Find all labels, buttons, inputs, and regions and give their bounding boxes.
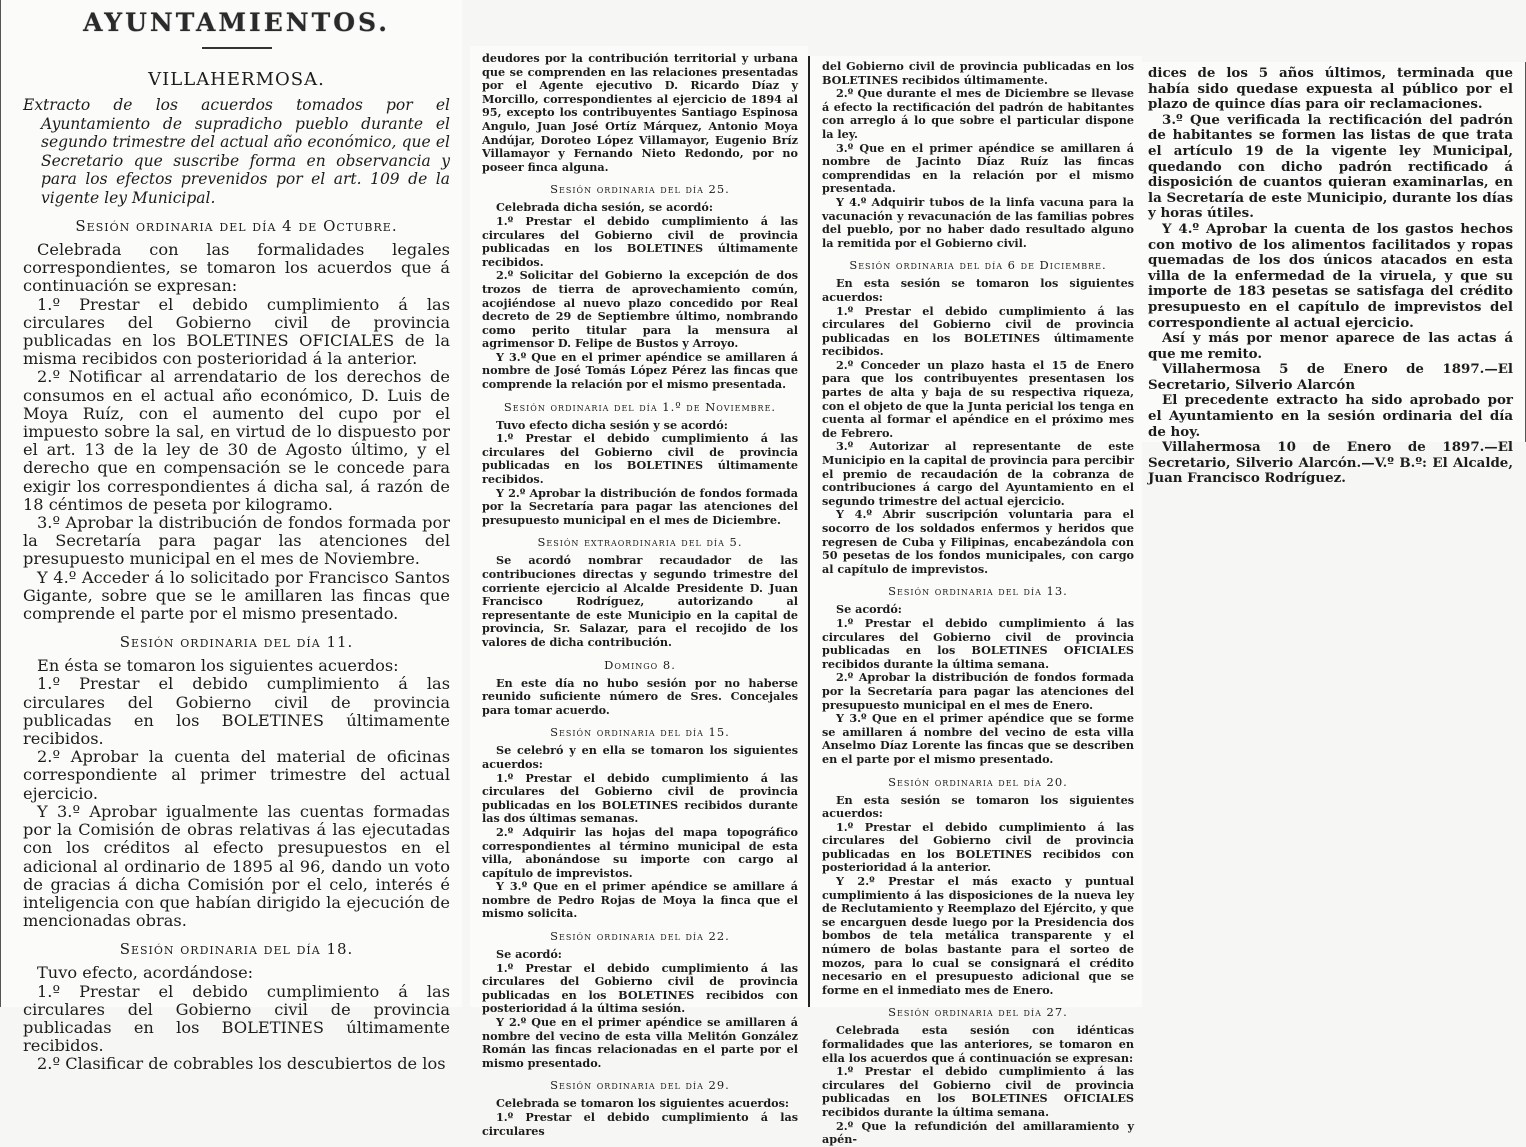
- agreement-paragraph: En este día no hubo sesión por no haberse reunido suficiente número de Sres. Concejales para tomar acuerdo.: [482, 675, 798, 717]
- agreement-paragraph: 3.º Que en el primer apéndice se amillaren á nombre de Jacinto Díaz Ruíz las fincas comprendidas en la relación por el mismo presentada.: [822, 140, 1134, 196]
- agreement-paragraph: Se acordó:: [496, 947, 562, 962]
- agreement-paragraph: Villahermosa 5 de Enero de 1897.—El Secretario, Silverio Alarcón: [1148, 361, 1513, 393]
- session-heading: Sesión ordinaria del día 6 de Diciembre.: [849, 258, 1107, 273]
- sessions: [23, 217, 450, 1074]
- agreement-paragraph: 1.º Prestar el debido cumplimiento á las circulares del Gobierno civil de provincia publicadas en los BOLETINES recibidos con posterioridad á la anterior.: [822, 819, 1134, 875]
- agreement-paragraph: Y 3.º Que en el primer apéndice que se forme se amillaren á nombre del vecino de esta villa Anselmo Díaz Lorente las fincas que se describen en el parte por el mismo presentado.: [822, 711, 1134, 766]
- agreement-paragraph: 2.º Notificar al arrendatario de los derechos de consumos en el actual año económico, D. Luis de Moya Ruíz, con el aumento del cupo por el impuesto sobre la sal, en virtud de lo dispuesto por el art. 13 de la ley de 30 de Agosto último, y el derecho que en compensación se le concede para exigir los correspondientes á dicha sal, á razón de 18 céntimos de peseta por kilogramo.: [23, 367, 450, 514]
- agreement-paragraph: Celebrada esta sesión con idénticas formalidades que las anteriores, se tomaron en ella los acuerdos que á continuación se expresan:: [822, 1023, 1134, 1065]
- agreement-paragraph: Celebrada se tomaron los siguientes acuerdos:: [496, 1096, 790, 1111]
- agreement-paragraph: Se celebró y en ella se tomaron los siguientes acuerdos:: [482, 743, 798, 771]
- agreement-paragraph: Celebrada dicha sesión, se acordó:: [496, 200, 713, 215]
- agreement-paragraph: Y 3.º Que en el primer apéndice se amillaren á nombre de José Tomás López Pérez las fincas que comprende la relación por el mismo presentada.: [482, 349, 798, 392]
- session-heading: Sesión ordinaria del día 20.: [888, 774, 1068, 789]
- session-heading: Sesión ordinaria del día 1.º de Noviembre.: [503, 399, 777, 414]
- agreement-paragraph: del Gobierno civil de provincia publicadas en los BOLETINES recibidos últimamente.: [822, 59, 1134, 87]
- agreement-paragraph: Y 4.º Adquirir tubos de la linfa vacuna para la vacunación y revacunación de las familias pobres del pueblo, por no haber dado resultado alguno la remitida por el Gobierno civil.: [822, 194, 1134, 250]
- town-heading: VILLAHERMOSA.: [148, 69, 325, 90]
- agreement-paragraph: 1.º Prestar el debido cumplimiento á las circulares del Gobierno civil de provincia publicadas en los BOLETINES últimamente recibidos.: [822, 303, 1134, 359]
- agreement-paragraph: 2.º Adquirir las hojas del mapa topográfico correspondientes al término municipal de esta villa, abonándose su importe con cargo al capítulo de imprevistos.: [482, 824, 798, 880]
- session-heading: Sesión ordinaria del día 18.: [119, 940, 354, 959]
- agreement-paragraph: 1.º Prestar el debido cumplimiento á las circulares del Gobierno civil de provincia publicadas en los BOLETINES últimamente recibidos.: [23, 981, 450, 1056]
- agreement-paragraph: 3.º Aprobar la distribución de fondos formada por la Secretaría para pagar las atenciones del presupuesto municipal en el mes de Noviembre.: [23, 513, 450, 569]
- sessions: [482, 52, 798, 1138]
- agreement-paragraph: 1.º Prestar el debido cumplimiento á las circulares del Gobierno civil de provincia publicadas en los BOLETINES últimamente recibidos.: [23, 674, 450, 749]
- session-heading: Sesión ordinaria del día 11.: [119, 633, 354, 652]
- agreement-paragraph: Villahermosa 10 de Enero de 1897.—El Secretario, Silverio Alarcón.—V.º B.º: El Alcalde, Juan Francisco Rodríguez.: [1148, 439, 1513, 487]
- agreement-paragraph: 2.º Clasificar de cobrables los descubiertos de los: [37, 1054, 446, 1074]
- agreement-paragraph: Celebrada con las formalidades legales correspondientes, se tomaron los acuerdos que á continuación se expresan:: [23, 240, 450, 296]
- session-heading: Sesión ordinaria del día 4 de Octubre.: [75, 217, 398, 235]
- session-heading: Sesión ordinaria del día 22.: [550, 929, 730, 944]
- agreement-paragraph: El precedente extracto ha sido aprobado por el Ayuntamiento en la sesión ordinaria del día de hoy.: [1148, 392, 1513, 440]
- agreement-paragraph: 2.º Aprobar la cuenta del material de oficinas correspondiente al primer trimestre del actual ejercicio.: [23, 747, 450, 803]
- session-heading: Domingo 8.: [604, 657, 676, 672]
- divider: [202, 47, 272, 49]
- column-1: [0, 0, 462, 1074]
- session-heading: Sesión ordinaria del día 15.: [550, 725, 730, 740]
- agreement-paragraph: 1.º Prestar el debido cumplimiento á las circulares del Gobierno civil de provincia publicadas en los BOLETINES OFICIALES de la misma recibidos con posterioridad á la anterior.: [23, 294, 450, 369]
- column-4: [1142, 62, 1526, 487]
- agreement-paragraph: 2.º Solicitar del Gobierno la excepción de dos trozos de tierra de aprovechamiento común, acojiéndose al nuevo plazo concedido por Real decreto de 29 de Septiembre último, nombrando como perito titular para la mensura al agrimensor D. Felipe de Bustos y Arroyo.: [482, 268, 798, 351]
- column-3: [808, 56, 1142, 1147]
- session-heading: Sesión ordinaria del día 27.: [888, 1005, 1068, 1020]
- column-2: [470, 46, 808, 1138]
- agreement-paragraph: dices de los 5 años últimos, terminada que había sido quedase expuesta al público por el plazo de quince días para oir reclamaciones.: [1148, 65, 1513, 113]
- agreement-paragraph: 2.º Conceder un plazo hasta el 15 de Enero para que los contribuyentes presentasen los partes de alta y baja de su respectiva riqueza, con el objeto de que la Junta pericial los tenga en cuenta al formar el apéndice en el próximo mes de Febrero.: [822, 357, 1134, 440]
- agreement-paragraph: En ésta se tomaron los siguientes acuerdos:: [37, 656, 399, 676]
- agreement-paragraph: 1.º Prestar el debido cumplimiento á las circulares del Gobierno civil de provincia publicadas en los BOLETINES recibidos durante las dos últimas semanas.: [482, 770, 798, 826]
- sessions: [1148, 66, 1513, 487]
- agreement-paragraph: En esta sesión se tomaron los siguientes acuerdos:: [822, 792, 1134, 821]
- session-heading: Sesión extraordinaria del día 5.: [537, 535, 743, 550]
- masthead: AYUNTAMIENTOS.: [83, 8, 390, 37]
- agreement-paragraph: 2.º Que durante el mes de Diciembre se llevase á efecto la rectificación del padrón de habitantes con arreglo á lo que sobre el particular dispone la ley.: [822, 86, 1134, 141]
- agreement-paragraph: 3.º Que verificada la rectificación del padrón de habitantes se formen las listas de que trata el artículo 19 de la vigente ley Municipal, quedando con dicho padrón rectificado á disposición de cuantos quieran examinarlas, en la Secretaría de este Municipio, durante los días y horas útiles.: [1148, 111, 1513, 222]
- agreement-paragraph: Tuvo efecto dicha sesión y se acordó:: [496, 417, 728, 432]
- agreement-paragraph: 1.º Prestar el debido cumplimiento á las circulares del Gobierno civil de provincia publicadas en los BOLETINES OFICIALES recibidos durante la última semana.: [822, 1064, 1134, 1119]
- agreement-paragraph: Se acordó nombrar recaudador de las contribuciones directas y segundo trimestre del corriente ejercicio al Alcalde Presidente D. Juan Francisco Rodríguez, autorizando al representante de este Municipio en la capital de provincia, Sr. Salazar, para el recojido de los valores de dicha contribución.: [482, 553, 798, 649]
- agreement-paragraph: deudores por la contribución territorial y urbana que se comprenden en las relaciones presentadas por el Agente ejecutivo D. Ricardo Díaz y Morcillo, correspondientes al ejercicio de 1894 al 95, excepto los contribuyentes Santiago Espinosa Angulo, Juan José Ortíz Márquez, Antonio Moya Andújar, Doroteo López Villamayor, Eugenio Bríz Villamayor y Fernando Nieto Redondo, por no poseer finca alguna.: [482, 51, 798, 174]
- agreement-paragraph: Y 4.º Abrir suscripción voluntaria para el socorro de los soldados enfermos y heridos que regresen de Cuba y Filipinas, encabezándola con 50 pesetas de los fondos municipales, con cargo al capítulo de imprevistos.: [822, 507, 1134, 576]
- agreement-paragraph: Y 2.º Que en el primer apéndice se amillaren á nombre del vecino de esta villa Melitón González Román las fincas relacionadas en el parte por el mismo presentado.: [482, 1015, 798, 1070]
- agreement-paragraph: En esta sesión se tomaron los siguientes acuerdos:: [822, 276, 1134, 304]
- agreement-paragraph: 1.º Prestar el debido cumplimiento á las circulares del Gobierno civil de provincia publicadas en los BOLETINES últimamente recibidos.: [482, 213, 798, 269]
- agreement-paragraph: Y 4.º Aprobar la cuenta de los gastos hechos con motivo de los alimentos facilitados y ropas quemadas de los dos únicos atacados en esta villa de la enfermedad de la viruela, y que su importe de 183 pesetas se satisfaga del crédito presupuesto en el capítulo de imprevistos del correspondiente al actual ejercicio.: [1148, 220, 1513, 331]
- agreement-paragraph: Así y más por menor aparece de las actas á que me remito.: [1148, 330, 1513, 362]
- agreement-paragraph: Se acordó:: [836, 602, 902, 617]
- agreement-paragraph: Y 2.º Prestar el más exacto y puntual cumplimiento á las disposiciones de la nueva ley de Reclutamiento y Reemplazo del Ejército, y que se encarguen desde luego por la Presidencia dos bombos de tela metálica transparente y el número de bolas bastante para el sorteo de mozos, para lo cual se consignará el crédito necesario en el presupuesto adicional que se forme en el inmediato mes de Enero.: [822, 874, 1134, 997]
- session-heading: Sesión ordinaria del día 25.: [550, 182, 730, 197]
- agreement-paragraph: 1.º Prestar el debido cumplimiento á las circulares: [482, 1110, 798, 1138]
- agreement-paragraph: Tuvo efecto, acordándose:: [37, 963, 254, 983]
- intro-paragraph: Extracto de los acuerdos tomados por el Ayuntamiento de supradicho pueblo durante el segundo trimestre del actual año económico, que el Secretario que suscribe forma en observancia y para los efectos prevenidos por el art. 109 de la vigente ley Municipal.: [23, 96, 450, 207]
- agreement-paragraph: Y 2.º Aprobar la distribución de fondos formada por la Secretaría para pagar las atenciones del presupuesto municipal en el mes de Diciembre.: [482, 485, 798, 527]
- session-heading: Sesión ordinaria del día 29.: [550, 1078, 730, 1093]
- agreement-paragraph: 1.º Prestar el debido cumplimiento á las circulares del Gobierno civil de provincia publicadas en los BOLETINES OFICIALES recibidos durante la última semana.: [822, 615, 1134, 671]
- agreement-paragraph: 1.º Prestar el debido cumplimiento á las circulares del Gobierno civil de provincia publicadas en los BOLETINES recibidos con posterioridad á la última sesión.: [482, 960, 798, 1016]
- agreement-paragraph: Y 4.º Acceder á lo solicitado por Francisco Santos Gigante, sobre que se le amillaren las fincas que comprende el parte por el mismo presentado.: [23, 567, 450, 624]
- agreement-paragraph: 2.º Aprobar la distribución de fondos formada por la Secretaría para pagar las atenciones del presupuesto municipal en el mes de Enero.: [822, 670, 1134, 712]
- agreement-paragraph: Y 3.º Que en el primer apéndice se amillare á nombre de Pedro Rojas de Moya la finca que el mismo solicita.: [482, 879, 798, 921]
- sessions: [822, 60, 1134, 1147]
- agreement-paragraph: 1.º Prestar el debido cumplimiento á las circulares del Gobierno civil de provincia publicadas en los BOLETINES últimamente recibidos.: [482, 431, 798, 487]
- agreement-paragraph: 2.º Que la refundición del amillaramiento y apén-: [822, 1118, 1134, 1147]
- agreement-paragraph: Y 3.º Aprobar igualmente las cuentas formadas por la Comisión de obras relativas á las ejecutadas con los créditos al efecto presupuestos en el adicional al ordinario de 1895 al 96, dando un voto de gracias á dicha Comisión por el celo, interés é inteligencia con que habían dirigido la ejecución de mencionadas obras.: [23, 801, 450, 931]
- agreement-paragraph: 3.º Autorizar al representante de este Municipio en la capital de provincia para percibir el premio de recaudación de la cobranza de contribuciones á cargo del Ayuntamiento en el segundo trimestre del actual ejercicio.: [822, 439, 1134, 508]
- session-heading: Sesión ordinaria del día 13.: [888, 584, 1068, 599]
